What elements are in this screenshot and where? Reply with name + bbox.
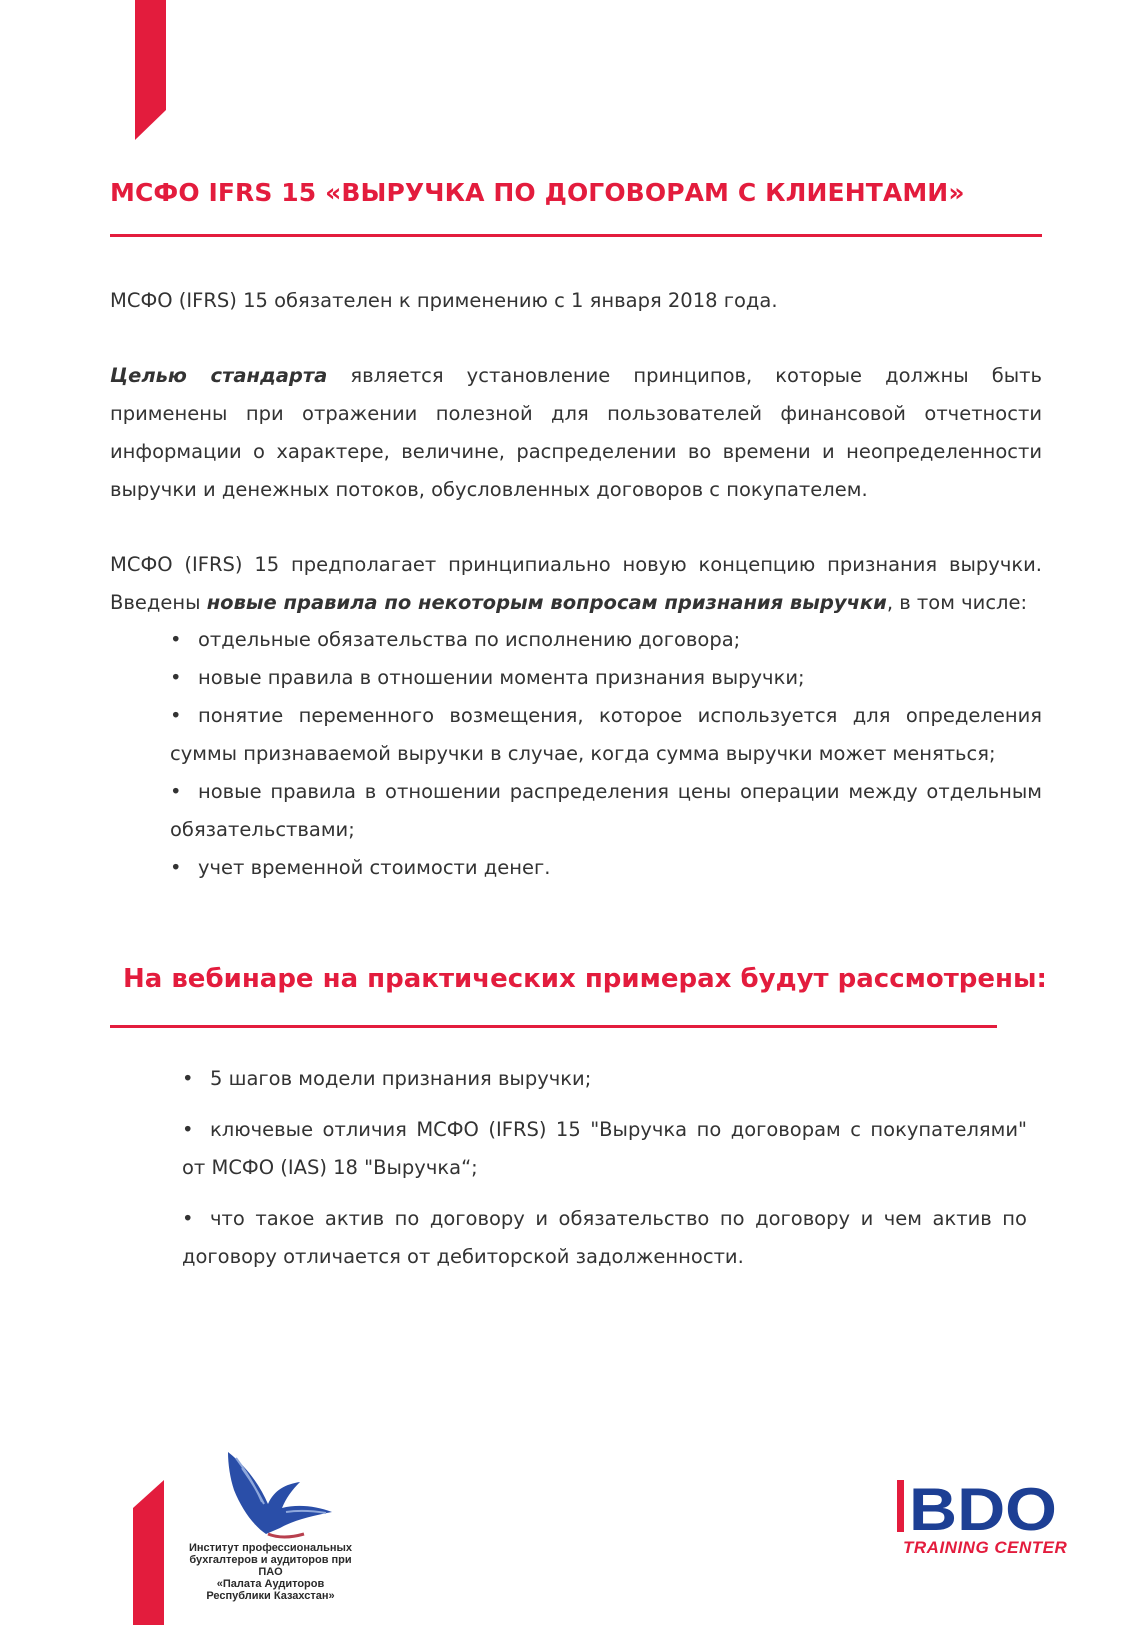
list-item-text: новые правила в отношении распределения цены операции между отдельным обязательствами; [170, 780, 1042, 841]
list-item-text: что такое актив по договору и обязательство по договору и чем актив по договору отличается от дебиторской задолженности. [182, 1207, 1027, 1268]
objective-emphasis: Целью стандарта [110, 364, 328, 387]
bdo-mark-text: BDO [909, 1476, 1057, 1536]
eagle-icon [208, 1446, 338, 1541]
bdo-mark [893, 1476, 1063, 1536]
bullet-icon: • [170, 628, 182, 651]
institute-name-line: «Палата Аудиторов [216, 1578, 325, 1590]
list-item-text: 5 шагов модели признания выручки; [210, 1067, 592, 1090]
bullet-icon: • [182, 1118, 194, 1141]
list-item-text: новые правила в отношении момента признания выручки; [198, 666, 805, 689]
list-item [182, 1111, 1027, 1187]
list-item [170, 621, 1042, 659]
list-item [182, 1200, 1027, 1276]
bottom-accent-shape [133, 1480, 164, 1625]
list-item-text: ключевые отличия МСФО (IFRS) 15 "Выручка по договорам с покупателями" от МСФО (IAS) 18 "Выручка“; [182, 1118, 1027, 1179]
institute-name-line: бухгалтеров и аудиторов при [189, 1554, 352, 1566]
bullet-icon: • [170, 856, 182, 879]
list-item [170, 773, 1042, 849]
bottom-accent-bar [133, 1480, 164, 1625]
intro-paragraph-effective-date: МСФО (IFRS) 15 обязателен к применению с 1 января 2018 года. [110, 289, 778, 312]
intro-paragraph-concept [110, 546, 1042, 622]
list-item-text: понятие переменного возмещения, которое используется для определения суммы признаваемой выручки в случае, когда сумма выручки может меняться; [170, 704, 1042, 765]
webinar-heading: На вебинаре на практических примерах будут рассмотрены: [123, 964, 1047, 994]
list-item [182, 1060, 1027, 1098]
concept-text-start: МСФО (IFRS) 15 предполагает принципиально новую концепцию признания выручки. Введены [110, 553, 1042, 614]
title-divider [110, 234, 1042, 237]
bullet-icon: • [170, 666, 182, 689]
institute-name-line: Институт профессиональных [188, 1542, 353, 1554]
intro-paragraph-objective [110, 357, 1042, 509]
new-rules-list [170, 621, 1042, 887]
bullet-icon: • [170, 704, 182, 727]
webinar-divider [110, 1025, 997, 1028]
page-title: МСФО IFRS 15 «ВЫРУЧКА ПО ДОГОВОРАМ С КЛИЕНТАМИ» [110, 178, 965, 207]
top-accent-bar [135, 0, 166, 140]
institute-name-line: Республики Казахстан» [206, 1590, 335, 1602]
bdo-mark-bar [897, 1480, 904, 1532]
list-item-text: отдельные обязательства по исполнению договора; [198, 628, 741, 651]
objective-text: является установление принципов, которые должны быть применены при отражении полезной для пользователей финансовой отчетности информации о характере, величине, распределении во времени и неопределенности выручки и денежных потоков, обусловленных договоров с покупателем. [110, 364, 1042, 501]
bdo-subtitle: TRAINING CENTER [903, 1538, 1068, 1557]
list-item [170, 849, 1042, 887]
bullet-icon: • [170, 780, 182, 803]
concept-text-end: , в том числе: [886, 591, 1028, 614]
concept-emphasis: новые правила по некоторым вопросам признания выручки [206, 591, 887, 614]
list-item-text: учет временной стоимости денег. [198, 856, 551, 879]
webinar-topics-list [182, 1060, 1027, 1289]
top-accent-shape [135, 0, 166, 140]
list-item [170, 697, 1042, 773]
list-item [170, 659, 1042, 697]
institute-logo [188, 1446, 353, 1616]
institute-name [188, 1542, 353, 1602]
institute-name-line: ПАО [258, 1566, 283, 1578]
bdo-logo [893, 1476, 1068, 1566]
bullet-icon: • [182, 1207, 194, 1230]
bullet-icon: • [182, 1067, 194, 1090]
